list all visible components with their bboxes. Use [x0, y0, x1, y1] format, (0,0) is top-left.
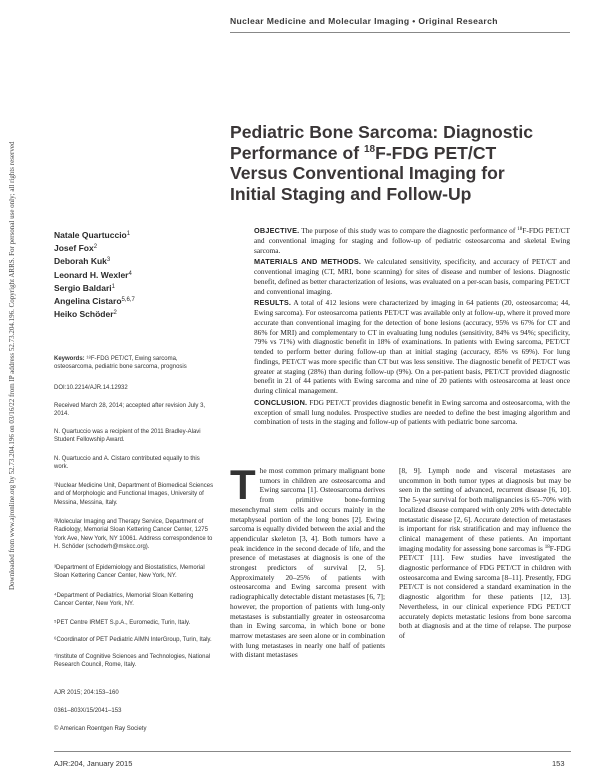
- abstract-objective-label: OBJECTIVE.: [254, 226, 300, 235]
- page-number: 153: [552, 759, 565, 768]
- affiliation: ²Molecular Imaging and Therapy Service, Department of Radiology, Memorial Sloan Kettering Cancer Center, 1275 York Ave, New York, NY 10061. Address correspondence to H. Schöder (schoderh@mskcc.org).: [54, 519, 213, 550]
- body-column-2: [399, 466, 571, 641]
- author-name: Heiko Schöder: [54, 309, 114, 320]
- author-name: Leonard H. Wexler: [54, 269, 129, 280]
- abstract-conclusion: [254, 398, 570, 427]
- affiliation: ⁷Institute of Cognitive Sciences and Technologies, National Research Council, Rome, Italy.: [54, 654, 211, 669]
- abstract-results-label: RESULTS.: [254, 298, 292, 308]
- author-affiliation-number: 3: [106, 257, 111, 264]
- affiliation: ³Department of Epidemiology and Biostatistics, Memorial Sloan Kettering Cancer Center, New York, NY.: [54, 565, 205, 580]
- isotope-superscript: 18: [517, 227, 523, 232]
- abstract-results: [254, 298, 570, 396]
- issn: 0361–803X/15/2041–153: [54, 708, 122, 714]
- title-line-2-post: F-FDG PET/CT: [375, 142, 497, 163]
- author-affiliation-number: 2: [93, 244, 98, 251]
- author-affiliation-number: 5,6,7: [121, 297, 135, 304]
- author-name: Natale Quartuccio: [54, 230, 127, 240]
- author-name: Sergio Baldari: [54, 282, 112, 293]
- equal-contribution-note: N. Quartuccio and A. Cistaro contributed equally to this work.: [54, 456, 200, 471]
- body-column-1: [230, 461, 385, 660]
- abstract-results-text: A total of 412 lesions were characterized by imaging in 64 patients (20, osteosarcoma; 44, Ewing sarcoma). For osteosarcoma patients PET/CT was available only at follow-up, where it proved more accurate than conventional imaging for the detection of bone lesions (accuracy, 95% vs 67% for CT and 86% for MRI) and complementary to CT in evaluating lung nodules (sensitivity, 84% vs 94%; specificity, 79% vs 71%) with diagnostic benefit in 18% of examinations. In patients with Ewing sarcoma, PET/CT tended to perform better during follow-up than at initial staging (accuracy, 85% vs 69%). For lung findings, PET/CT was more specific than CT but was less sensitive. The diagnostic benefit of PET/CT was greater at staging (28%) than during follow-up (9%). On a per-patient basis, PET/CT provided diagnostic benefit in 21 of 44 patients with Ewing sarcoma and nine of 20 patients with osteosarcoma at least once during clinical management.: [254, 298, 570, 395]
- affiliation: ⁶Coordinator of PET Pediatric AIMN InterGroup, Turin, Italy.: [54, 637, 212, 643]
- header-divider: [230, 32, 570, 33]
- author: [54, 241, 214, 254]
- author: [54, 268, 214, 281]
- journal-section-header: Nuclear Medicine and Molecular Imaging • Original Research: [230, 16, 498, 26]
- footer-divider: [54, 751, 571, 752]
- author-affiliation-number: 1: [126, 231, 131, 237]
- download-side-note-text: Downloaded from www.ajronline.org by 52.73.204.196 on 03/16/22 from IP address 52.73.204.196. Copyright ARRS. For personal use only; all rights reserved: [8, 141, 16, 590]
- abstract-conclusion-text: FDG PET/CT provides diagnostic benefit in Ewing sarcoma and osteosarcoma, with the exception of small lung nodules. Prospective studies are needed to define the best imaging algorithm and combination of tests in the staging and follow-up of patients with pediatric bone sarcoma.: [254, 397, 570, 427]
- keywords-text: ¹⁸F-FDG PET/CT, Ewing sarcoma, osteosarcoma, pediatric bone sarcoma, prognosis: [54, 356, 187, 371]
- author-affiliation-number: 4: [128, 270, 132, 277]
- drop-cap: T: [230, 461, 256, 508]
- keywords-block: [54, 355, 214, 372]
- isotope-superscript: 18: [544, 544, 550, 550]
- title-line-2: [230, 143, 570, 164]
- author: [54, 254, 214, 267]
- abstract-methods-text: We calculated sensitivity, specificity, and accuracy of PET/CT and conventional imaging (CT, MRI, bone scanning) for sites of disease and number of lesions. Diagnostic benefit, defined as better characterization of lesions, was evaluated on a per-scan basis, comparing PET/CT and conventional imaging.: [254, 257, 570, 296]
- footer-journal-issue: AJR:204, January 2015: [54, 759, 133, 768]
- award-note: N. Quartuccio was a recipient of the 2011 Bradley-Alavi Student Fellowship Award.: [54, 429, 201, 444]
- author-affiliation-number: 1: [111, 283, 115, 290]
- abstract-methods-label: MATERIALS AND METHODS.: [254, 257, 362, 267]
- author-name: Josef Fox: [54, 243, 94, 254]
- citation: AJR 2015; 204:153–160: [54, 690, 119, 696]
- title-line-4: Initial Staging and Follow-Up: [230, 183, 472, 204]
- abstract-conclusion-label: CONCLUSION.: [254, 397, 308, 407]
- author: [54, 307, 214, 320]
- abstract-objective-text-2: F-FDG PET/CT and conventional imaging for staging and follow-up of pediatric osteosarcoma and skeletal Ewing sarcoma.: [254, 226, 570, 255]
- affiliation: ¹Nuclear Medicine Unit, Department of Biomedical Sciences and of Morphologic and Functional Images, University of Messina, Messina, Italy.: [54, 483, 214, 506]
- author: [54, 294, 214, 307]
- abstract-objective-text: The purpose of this study was to compare the diagnostic performance of: [299, 226, 518, 235]
- article-title: [230, 122, 570, 204]
- body-column-1-text: he most common primary malignant bone tumors in children are osteosarcoma and Ewing sarcoma [1]. Osteosarcoma derives from primitive bone-forming mesenchymal stem cells and occurs mainly in the metaphyseal portion of the long bones [2]. Ewing sarcoma is equally divided between the axial and the appendicular skeleton [3, 4]. Both tumors have a peak incidence in the second decade of life, and the presence of metastases at diagnosis is one of the strongest predictors of survival [2, 5]. Approximately 20–25% of patients with osteosarcoma and Ewing sarcoma present with radiographically detectable distant metastases [6, 7]; however, the proportion of patients with lung-only metastases is substantially greater in osteosarcoma than in Ewing sarcoma, in which bone or bone marrow metastases are seen alone or in combination with lung metastases in nearly one half of patients with distant metastases: [230, 466, 385, 660]
- abstract-methods: [254, 257, 570, 296]
- author-list: [54, 228, 214, 320]
- abstract-objective: [254, 226, 570, 255]
- affiliation: ⁴Department of Pediatrics, Memorial Sloan Kettering Cancer Center, New York, NY.: [54, 593, 194, 608]
- abstract: [254, 226, 570, 429]
- doi: DOI:10.2214/AJR.14.12932: [54, 385, 128, 391]
- author-name: Deborah Kuk: [54, 256, 107, 267]
- author-affiliation-number: 2: [113, 310, 117, 317]
- author: [54, 228, 214, 241]
- body-column-2-text-2: F-FDG PET/CT [11]. Few studies have investigated the diagnostic performance of FDG PET/CT in children with osteosarcoma and Ewing sarcoma [8–11]. Presently, FDG PET/CT is not considered a standard examination in the diagnostic algorithm for these patients [12, 13]. Nevertheless, in our clinical experience FDG PET/CT accurately depicts metastatic lesions from bone sarcoma both at diagnosis and at the time of relapse. The purpose of: [399, 543, 571, 640]
- title-isotope-superscript: 18: [363, 143, 376, 155]
- body-column-2-text: [8, 9]. Lymph node and visceral metastases are uncommon in both tumor types at diagnosis but may be seen in the setting of advanced, recurrent disease [6, 10]. The 5-year survival for both malignancies is 65–70% with localized disease compared with only 20% with detectable metastatic disease [2, 6]. Accurate detection of metastases is important for risk stratification and may influence the clinical management of these patients. An important imaging modality for assessing bone sarcomas is: [399, 466, 571, 553]
- download-side-note: [6, 30, 18, 590]
- title-line-1: Pediatric Bone Sarcoma: Diagnostic: [230, 122, 534, 142]
- title-line-3: Versus Conventional Imaging for: [230, 163, 505, 183]
- affiliation: ⁵PET Centre IRMET S.p.A., Euromedic, Turin, Italy.: [54, 620, 191, 626]
- copyright: © American Roentgen Ray Society: [54, 726, 147, 732]
- author-name: Angelina Cistaro: [54, 296, 122, 307]
- author: [54, 281, 214, 294]
- keywords-label: Keywords:: [54, 356, 85, 362]
- received-dates: Received March 28, 2014; accepted after revision July 3, 2014.: [54, 403, 206, 418]
- title-line-2-pre: Performance of: [230, 142, 364, 163]
